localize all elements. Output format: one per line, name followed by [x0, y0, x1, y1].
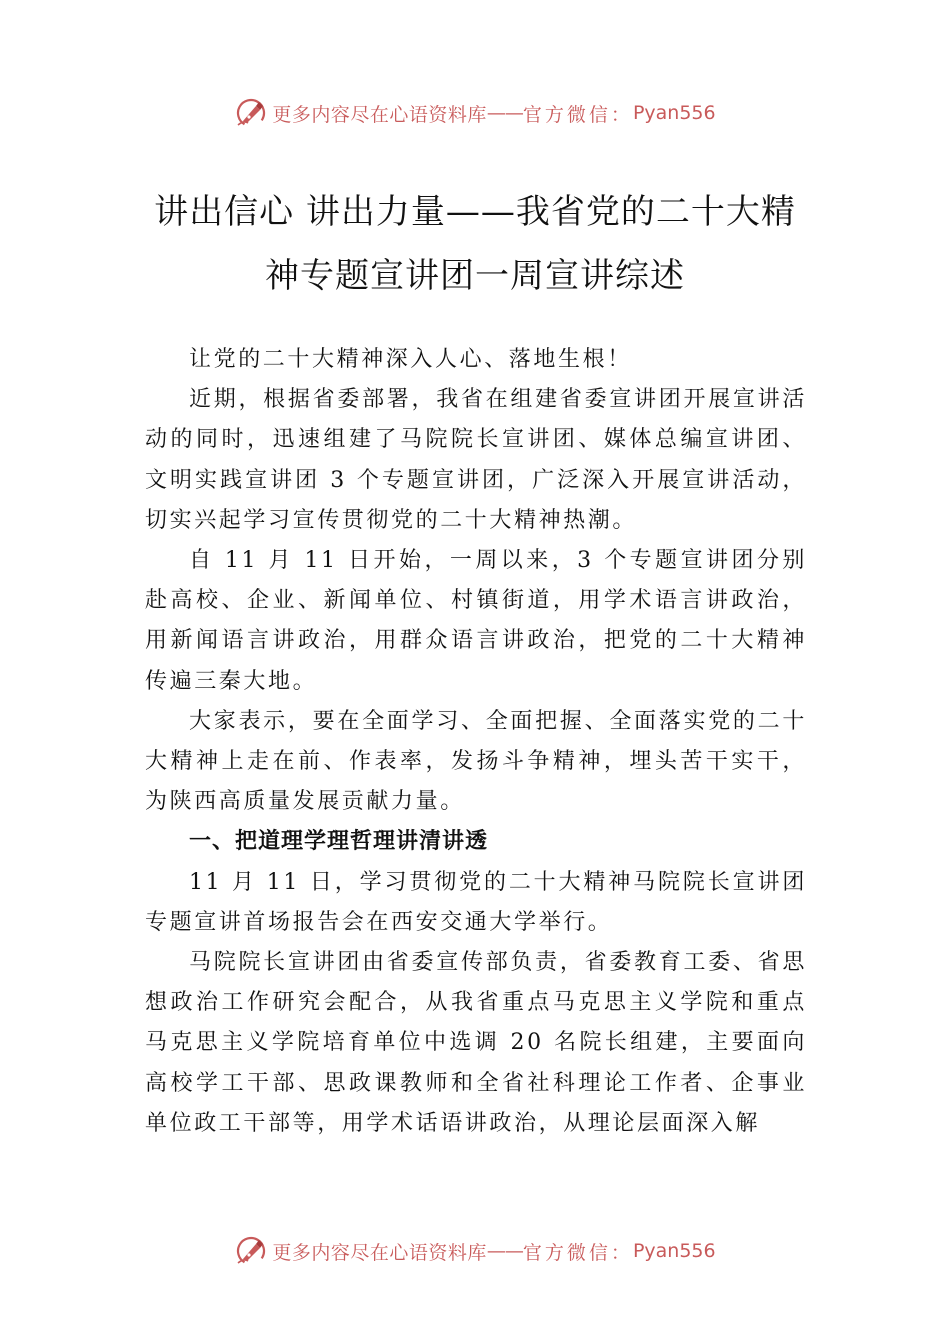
watermark-id: Pyan556 [632, 102, 716, 124]
watermark-separator: —— [486, 102, 523, 124]
watermark-header [0, 96, 950, 130]
section-heading: 一、把道理学理哲理讲清讲透 [189, 829, 489, 855]
title-line-2: 神专题宣讲团一周宣讲综述 [265, 256, 685, 296]
watermark-separator: —— [486, 1240, 523, 1262]
paragraph: 马院院长宣讲团由省委宣传部负责，省委教育工委、省思想政治工作研究会配合，从我省重点马克思主义学院和重点马克思主义学院培育单位中选调 20 名院长组建，主要面向高校学工干部、思政课教师和全省社科理论工作者、企事业单位政工干部等，用学术话语讲政治，从理论层面深入解 [145, 950, 807, 1136]
watermark-footer [0, 1234, 950, 1268]
paragraph: 让党的二十大精神深入人心、落地生根！ [189, 347, 632, 372]
pen-nib-logo-icon [234, 96, 268, 130]
watermark-text: 更多内容尽在心语资料库 [272, 1241, 487, 1264]
title-line-1: 讲出信心 讲出力量——我省党的二十大精 [154, 192, 796, 232]
watermark-label: 官方微信： [522, 103, 633, 126]
paragraph: 11 月 11 日，学习贯彻党的二十大精神马院院长宣讲团专题宣讲首场报告会在西安交通大学举行。 [145, 869, 807, 935]
pen-nib-logo-icon [234, 1234, 268, 1268]
watermark-id: Pyan556 [632, 1240, 716, 1262]
watermark-text: 更多内容尽在心语资料库 [272, 103, 487, 126]
paragraph: 近期，根据省委部署，我省在组建省委宣讲团开展宣讲活动的同时，迅速组建了马院院长宣讲团、媒体总编宣讲团、文明实践宣讲团 3 个专题宣讲团，广泛深入开展宣讲活动，切实兴起学习宣传贯彻党的二十大精神热潮。 [145, 387, 807, 533]
document-body [145, 340, 807, 1144]
paragraph: 大家表示，要在全面学习、全面把握、全面落实党的二十大精神上走在前、作表率，发扬斗争精神，埋头苦干实干，为陕西高质量发展贡献力量。 [145, 708, 807, 815]
paragraph: 自 11 月 11 日开始，一周以来，3 个专题宣讲团分别赴高校、企业、新闻单位、村镇街道，用学术语言讲政治，用新闻语言讲政治，用群众语言讲政治，把党的二十大精神传遍三秦大地。 [145, 548, 807, 694]
document-title [100, 180, 850, 308]
watermark-label: 官方微信： [522, 1241, 633, 1264]
